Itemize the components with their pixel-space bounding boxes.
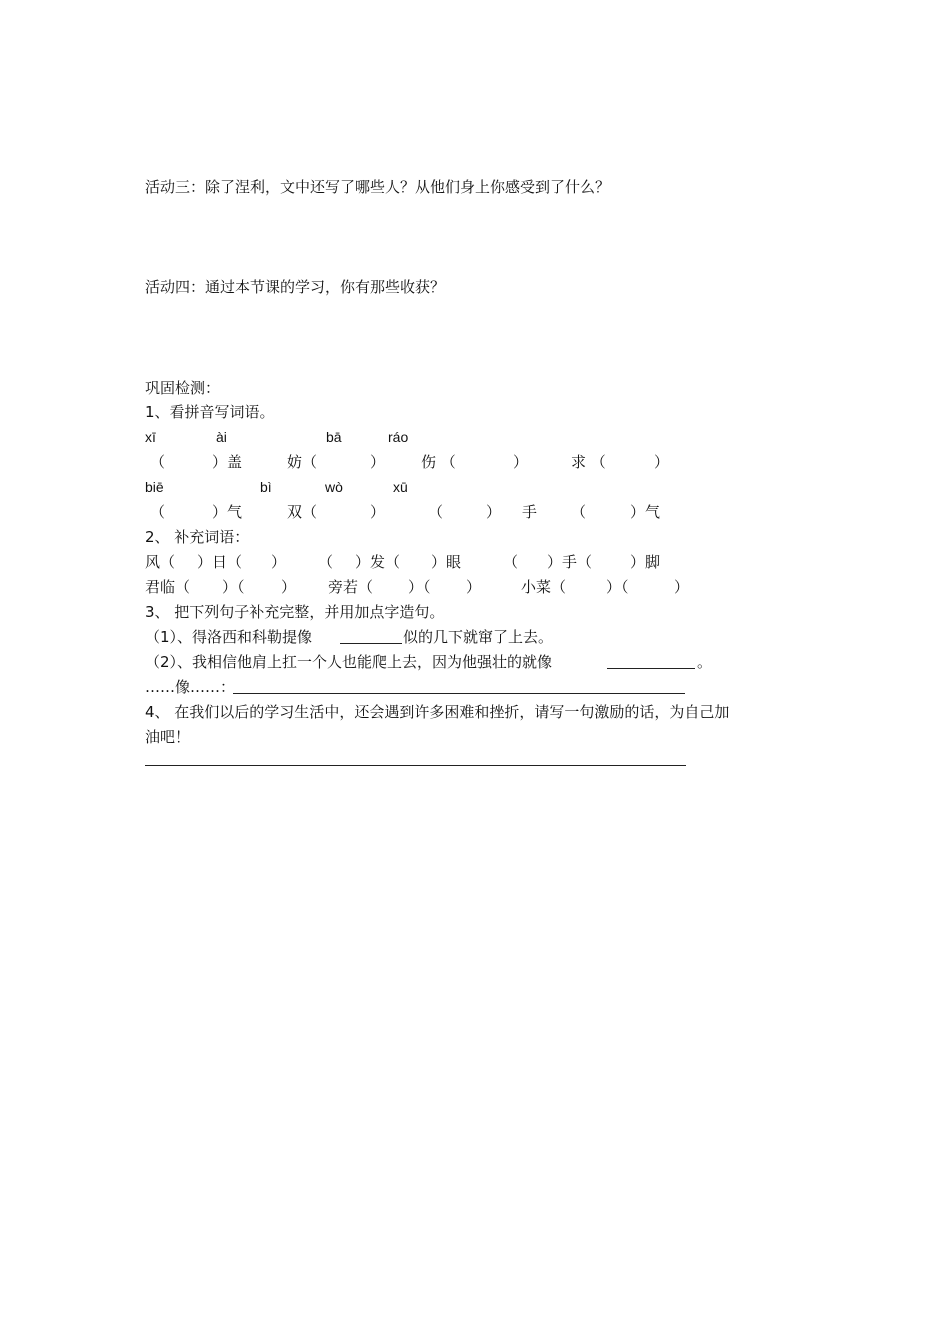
pinyin-rao: ráo [388, 429, 409, 445]
word-shuang: 双（ [287, 503, 318, 521]
idiom-xiaocai-close: ） [674, 578, 690, 596]
word-gai: ）盖 [212, 453, 243, 471]
sentence-1-blank[interactable] [340, 643, 402, 644]
idiom-shou: ）手（ [547, 553, 593, 571]
question-4-line-2: 油吧！ [145, 728, 191, 746]
blank-7-open: （ [428, 503, 444, 521]
sentence-2-end: 。 [697, 653, 713, 671]
blank-6-close: ） [370, 503, 386, 521]
sentence-2-blank[interactable] [607, 668, 695, 669]
idiom-jiao: ）脚 [630, 553, 661, 571]
idiom-ri: ）日（ [197, 553, 243, 571]
blank-1: （ [150, 453, 166, 471]
idiom-junlin: 君临（ [145, 578, 191, 596]
idiom-feng-open: 风（ [145, 553, 176, 571]
activity-four-heading: 活动四：通过本节课的学习，你有那些收获？ [145, 278, 446, 296]
word-qi-2: ）气 [630, 503, 661, 521]
blank-8-open: （ [571, 503, 587, 521]
idiom-pangruo: 旁若（ [328, 578, 374, 596]
question-1-title: 1、看拼音写词语。 [145, 403, 275, 421]
word-qi-1: ）气 [212, 503, 243, 521]
sentence-1-end: 似的几下就窜了上去。 [403, 628, 554, 646]
word-shou: 手 [522, 503, 538, 521]
pinyin-bi: bì [260, 479, 272, 495]
pinyin-ai: ài [216, 429, 227, 445]
pinyin-xi: xī [145, 429, 156, 445]
blank-2-close: ） [370, 453, 386, 471]
question-4-line-1: 4、 在我们以后的学习生活中，还会遇到许多困难和挫折，请写一句激励的话，为自己加 [145, 703, 730, 721]
word-fang: 妨（ [287, 453, 318, 471]
pattern-label: ……像……： [145, 678, 236, 696]
pattern-answer-line[interactable] [233, 693, 685, 694]
sentence-2-start: （2）、我相信他肩上扛一个人也能爬上去，因为他强壮的就像 [145, 653, 553, 671]
sentence-1-start: （1）、得洛西和科勒提像 [145, 628, 313, 646]
idiom-shou-open: （ [503, 553, 519, 571]
idiom-pangruo-mid: ）（ [408, 578, 431, 596]
pinyin-wo: wò [325, 479, 343, 495]
consolidation-title: 巩固检测： [145, 379, 221, 397]
idiom-fa-open: （ [318, 553, 334, 571]
idiom-xiaocai-mid: ）（ [606, 578, 629, 596]
blank-4-close: ） [654, 453, 670, 471]
question-2-title: 2、 补充词语： [145, 528, 250, 546]
blank-7-close: ） [486, 503, 502, 521]
activity-three-heading: 活动三：除了涅利，文中还写了哪些人？从他们身上你感受到了什么？ [145, 178, 611, 196]
question-4-answer-line[interactable] [145, 765, 686, 766]
idiom-junlin-close: ） [281, 578, 297, 596]
pinyin-ba: bā [326, 429, 342, 445]
idiom-xiaocai: 小菜（ [521, 578, 567, 596]
question-3-title: 3、 把下列句子补充完整，并用加点字造句。 [145, 603, 445, 621]
blank-3-close: ） [513, 453, 529, 471]
pinyin-bie: biē [145, 479, 164, 495]
idiom-junlin-mid: ）（ [222, 578, 245, 596]
idiom-ri-close: ） [271, 553, 287, 571]
word-shang: 伤 （ [421, 453, 456, 471]
word-qiu: 求 （ [571, 453, 606, 471]
pinyin-xu: xū [393, 479, 408, 495]
idiom-yan: ）眼 [431, 553, 462, 571]
idiom-pangruo-close: ） [466, 578, 482, 596]
blank-5: （ [150, 503, 166, 521]
idiom-fa: ）发（ [355, 553, 401, 571]
